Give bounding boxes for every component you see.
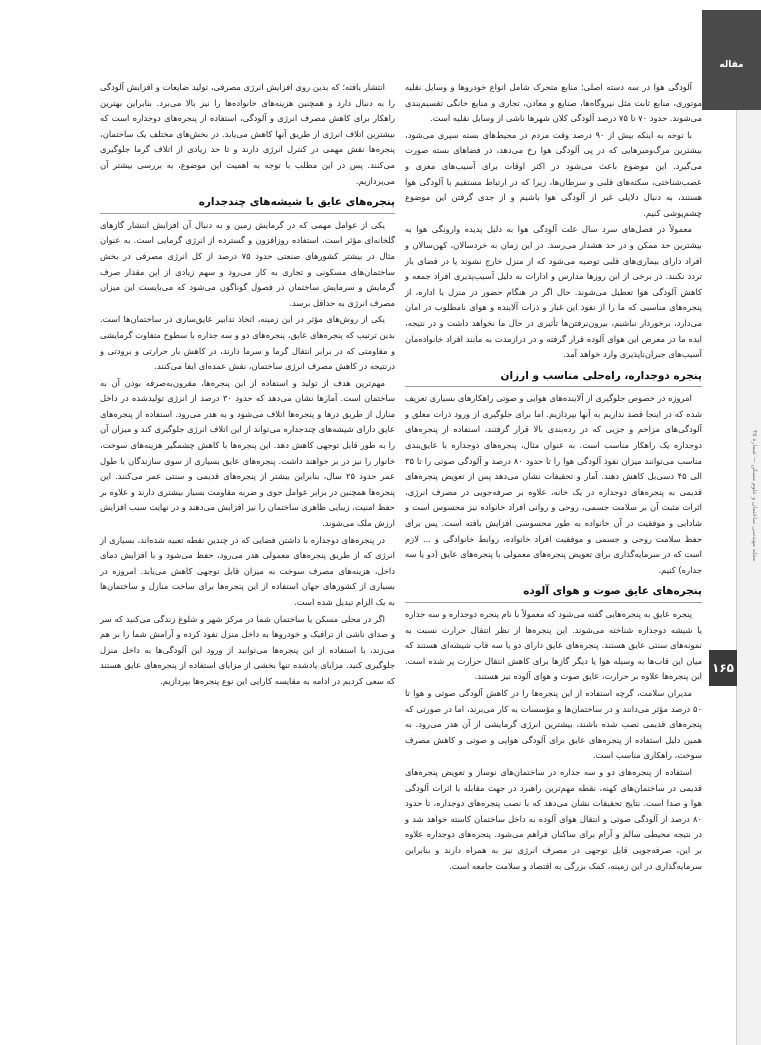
side-credit: مجله مهندسی ساختمان و علوم مسکن — شماره ۴۵ [751, 430, 758, 562]
paragraph: در پنجره‌های دوجداره با داشتن فضایی که در چندین نقطه تعبیه شده‌اند، بسیاری از انرژی که از طریق پنجره‌های معمولی هدر می‌رود، حفظ می‌شود و با افزایش دمای داخل، هزینه‌های مصرف سوخت به میزان قابل توجهی کاهش می‌یابد. امروزه در بسیاری از کشورهای جهان استفاده از این پنجره‌ها برای ساخت منازل و ساختمان‌ها به یک الزام تبدیل شده است. [100, 534, 395, 607]
paragraph: استفاده از پنجره‌های دو و سه جداره در ساختمان‌های نوساز و تعویض پنجره‌های قدیمی در ساختمان‌های کهنه، نقطه مهم‌ترین راهبرد در جهت مقابله با اثرات آلودگی هوا و صدا است. نتایج تحقیقات نشان می‌دهد که با نصب پنجره‌های دوجداره، تا حدود ۸۰ درصد از آلودگی صوتی و انتقال هوای آلوده به داخل ساختمان کاسته خواهد شد و در نتیجه محیطی سالم و آرام برای ساکنان فراهم می‌شود. پنجره‌های دوجداره علاوه بر این، صرفه‌جویی قابل توجهی در مصرف انرژی نیز به همراه دارند و بنابراین سرمایه‌گذاری در این زمینه، کمک بزرگی به اقتصاد و سلامت جامعه است. [405, 766, 702, 871]
left-column [100, 80, 395, 691]
section-heading: پنجره دوجداره، راه‌حلی مناسب و ارزان [405, 369, 702, 388]
paragraph: انتشار یافته؛ که بدین روی افزایش انرژی مصرفی، تولید ضایعات و افزایش آلودگی را به دنبال دارد و همچنین هزینه‌های خانواده‌ها را نیز بالا می‌برد. بنابراین بهترین راهکار برای کاهش مصرف انرژی و آلودگی، استفاده از پنجره‌های دوجداره است که بیشترین اتلاف انرژی از طریق آنها کاهش می‌یابد. در بخش‌های مختلف یک ساختمان، پنجره‌ها نقش مهمی در کنترل انرژی دارند و تا حد زیادی از اتلاف گرما جلوگیری می‌کنند. پس در این مطلب با توجه به اهمیت این موضوع، به بررسی بیشتر آن می‌پردازیم. [100, 82, 395, 186]
paragraph: با توجه به اینکه بیش از ۹۰ درصد وقت مردم در محیط‌های بسته سپری می‌شود، بیشترین مرگ‌ومیرهایی که در پی آلودگی هوا رخ می‌دهد، در فضاهای بسته صورت می‌گیرد. این موضوع باعث می‌شود در اکثر اوقات برای آسیب‌های مغزی و عصب‌شناختی، سکته‌های قلبی و سرطان‌ها، زیرا که در ارتباط مستقیم با آلودگی هوا هستند، به دنبال دلایلی غیر از آلودگی هوا باشیم و از جدی گرفتن این موضوع چشم‌پوشی کنیم. [405, 129, 702, 218]
paragraph: یکی از روش‌های مؤثر در این زمینه، اتخاذ تدابیر عایق‌سازی در ساختمان‌ها است. بدین ترتیب که پنجره‌های عایق، پنجره‌های دو و سه جداره با سطوح متفاوت گرمایشی و مقاومتی که در برابر انتقال گرما و سرما دارند، در کاهش بار حرارتی و برودتی و درنتیجه در کاهش مصرف انرژی ساختمان، نقش عمده‌ای ایفا می‌کنند. [100, 314, 395, 372]
right-column [405, 80, 702, 875]
section-tab [702, 10, 761, 110]
paragraph: مهم‌ترین هدف از تولید و استفاده از این پنجره‌ها، مقرون‌به‌صرفه بودن آن به ساختمان است. آمارها نشان می‌دهد که حدود ۳۰ درصد از انرژی تولیدشده در داخل منازل از طریق درها و پنجره‌ها اتلاف می‌شود و به هدر می‌رود. استفاده از پنجره‌های عایق دارای شیشه‌های چندجداره می‌تواند از این اتلاف انرژی جلوگیری کند و میزان آن را به طور قابل توجهی کاهش دهد. این پنجره‌ها با کاهش چشمگیر هزینه‌های سوخت، خانوار را نیز در بر خواهند داشت. پنجره‌های عایق بسیاری از سوی سازندگان با طول عمر حدود ۲۵ سال، بنابراین بیشتر از پنجره‌های قدیمی و سنتی عمر می‌کنند. این پنجره‌ها همچنین در برابر عوامل جوی و ضربه مقاومت بسیار بیشتری دارند و علاوه بر حفظ امنیت، زیبایی ظاهری ساختمان را نیز افزایش می‌دهند و در نهایت سبب افزایش ارزش ملک می‌شوند. [99, 377, 396, 529]
section-heading: پنجره‌های عایق صوت و هوای آلوده [405, 584, 702, 603]
paragraph: آلودگی هوا در سه دسته اصلی؛ منابع متحرک شامل انواع خودروها و وسایل نقلیه موتوری، منابع ثابت مثل نیروگاه‌ها، صنایع و معادن، تجاری و منابع خانگی تقسیم‌بندی می‌شوند. حدود ۷۰ تا ۷۵ درصد آلودگی کلان شهرها ناشی از وسایل نقلیه است. [405, 82, 702, 124]
page-number: ۱۶۵ [709, 650, 737, 686]
paragraph: امروزه در خصوص جلوگیری از آلاینده‌های هوایی و صوتی راهکارهای بسیاری تعریف شده که در اینجا قصد نداریم به آنها بپردازیم. اما برای جلوگیری از ورود ذرات معلق و آلودگی‌های مزاحم و جزیی که در رده‌بندی بالا قرار گرفتند، استفاده از پنجره‌های دوجداره یک راهکار مناسب است. به عنوان مثال، پنجره‌های دوجداره با عایق‌بندی مناسب می‌توانند میزان نفوذ آلودگی هوا را تا حدود ۸۰ درصد و آلودگی صوتی را تا ۳۵ الی ۴۵ دسی‌بل کاهش دهند. آمار و تحقیقات نشان می‌دهد پس از تعویض پنجره‌های قدیمی به پنجره‌های دوجداره در یک خانه، علاوه بر صرفه‌جویی در مصرف انرژی، اثرات مثبت آن بر سلامت جسمی، روحی و روانی افراد خانواده نیز محسوس است و شادابی و موفقیت در آن خانواده به طور محسوسی افزایش یافته است. پس برای حفظ سلامت روحی و جسمی و موفقیت افراد خانواده، روابط خانوادگی و ... لازم است که در سرمایه‌گذاری برای تعویض پنجره‌های معمولی با پنجره‌های عایق (دو یا سه جداره) کنیم. [405, 393, 703, 575]
paragraph: مدیران سلامت، گرچه استفاده از این پنجره‌ها را در کاهش آلودگی صوتی و هوا تا ۵۰ درصد مؤثر می‌دانند و در ساختمان‌ها و مؤسسات به کار می‌برند، اما در صورتی که پنجره‌های قدیمی نصب شده باشند، بیشترین انرژی گرمایشی از آن هدر می‌رود. به همین دلیل استفاده از پنجره‌های عایق برای آلودگی هوایی و صوتی و کاهش مصرف سوخت، راهکاری مناسب است. [405, 687, 702, 761]
section-heading: پنجره‌های عایق با شیشه‌های چندجداره [100, 195, 395, 214]
paragraph: معمولاً در فصل‌های سرد سال علت آلودگی هوا به دلیل پدیده وارونگی هوا به بیشترین حد ممکن و در حد هشدار می‌رسد. در این زمان به خردسالان، کهن‌سالان و افراد دارای بیماری‌های قلبی توصیه می‌شود که از منزل خارج نشوند یا در فضای باز تردد نکنند. در برخی از این روزها مدارس و ادارات به دلیل آسیب‌پذیری افراد جمعه و کاهش آلودگی هوا تعطیل می‌شوند. حال اگر در هنگام حضور در منزل یا اداره، از پنجره‌های مناسبی که ما را از نفوذ این غبار و ذرات آلاینده و هوای نامطلوب در امان می‌دارد، برخوردار نباشیم، بیرون‌نرفتن‌ها تأثیری در حال ما نخواهد داشت و در نتیجه، ایده ما در معرض این هوای آلوده قرار گرفته و در درازمدت به مانند افراد خانواده‌مان آسیب‌های جبران‌ناپذیری وارد خواهد آمد. [405, 224, 702, 360]
paragraph: یکی از عوامل مهمی که در گرمایش زمین و به دنبال آن افزایش انتشار گازهای گلخانه‌ای مؤثر است، استفاده روزافزون و گسترده از انرژی گرمایی است. به عنوان مثال در بیشتر کشورهای صنعتی حدود ۷۵ درصد از کل انرژی مصرفی در بخش ساختمان‌های مسکونی و تجاری به کار می‌رود و سهم زیادی از این مقدار صرف گرمایش و سرمایش ساختمان در فصول گوناگون می‌شود که می‌بایست این میزان مصرف انرژی به حداقل برسد. [100, 219, 395, 308]
paragraph: اگر در محلی مسکن یا ساختمان شما در مرکز شهر و شلوغ زندگی می‌کنید که سر و صدای ناشی از ترافیک و خودروها به داخل منزل نفوذ کرده و آرامش شما را بر هم می‌زند، با استفاده از این پنجره‌ها می‌توانید از ورود این آلودگی‌ها به داخل منزل جلوگیری کنید. مزایای یادشده تنها بخشی از مزایای استفاده از پنجره‌های عایق هستند که سعی کردیم در ادامه به مقایسه کارایی این نوع پنجره‌ها بپردازیم. [100, 613, 395, 686]
paragraph: پنجره عایق به پنجره‌هایی گفته می‌شود که معمولاً با نام پنجره دوجداره و سه جداره یا شیشه دوجداره شناخته می‌شوند. این پنجره‌ها از نظر انتقال حرارت نسبت به نمونه‌های سنتی عایق هستند. پنجره‌های عایق دارای دو یا سه قاب شیشه‌ای هستند که میان این قاب‌ها به وسیله هوا یا دیگر گازها برای کاهش انتقال حرارت پر شده است. این پنجره‌ها علاوه بر حرارت، عایق صوت و هوای آلوده نیز هستند. [405, 609, 702, 682]
section-tab-label: مقاله [719, 60, 744, 70]
